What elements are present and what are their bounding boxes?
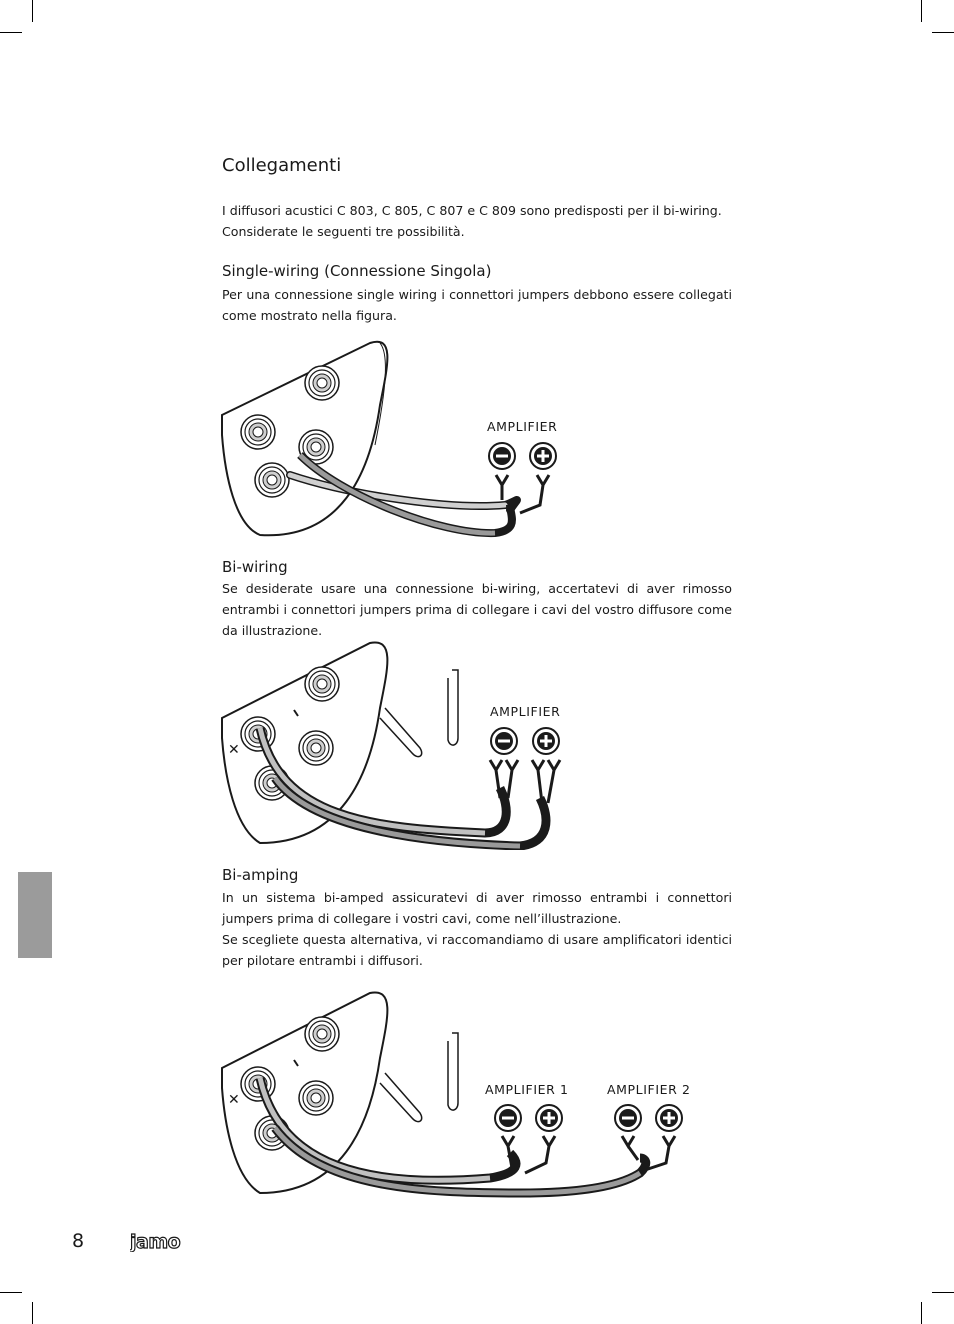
plus-mark: ✕ — [228, 1092, 240, 1108]
intro-text: I diffusori acustici C 803, C 805, C 807 e C 809 sono predisposti per il bi-wiring. Considerate le seguenti tre possibilità. — [222, 203, 722, 239]
bi-amping-diagram — [220, 988, 710, 1200]
crop-mark — [932, 1292, 954, 1293]
single-wiring-diagram — [220, 335, 580, 550]
section-tab — [18, 872, 52, 958]
section-body-bi-wiring: Se desiderate usare una connessione bi-wiring, accertatevi di aver rimosso entrambi i connettori jumpers prima di collegare i cavi del vostro diffusore come da illustrazione. — [222, 581, 732, 638]
plus-terminal-icon — [536, 1105, 562, 1131]
amplifier-2-label: AMPLIFIER 2 — [607, 1082, 691, 1097]
crop-mark — [921, 1302, 922, 1324]
terminal-icon — [299, 1081, 333, 1115]
crop-mark — [32, 1302, 33, 1324]
amplifier-1-label: AMPLIFIER 1 — [485, 1082, 569, 1097]
plus-terminal-icon — [533, 728, 559, 754]
section-body-bi-amping-2: Se scegliete questa alternativa, vi raccomandiamo di usare amplificatori identici per pilotare entrambi i diffusori. — [222, 932, 732, 968]
section-body-single-wiring: Per una connessione single wiring i connettori jumpers debbono essere collegati come mostrato nella figura. — [222, 287, 732, 323]
crop-mark — [0, 32, 22, 33]
terminal-icon — [255, 463, 289, 497]
jamo-logo-icon — [130, 1232, 210, 1252]
terminal-icon — [305, 366, 339, 400]
page-number: 8 — [72, 1230, 85, 1252]
crop-mark — [0, 1292, 22, 1293]
crop-mark — [932, 32, 954, 33]
plus-terminal-icon — [530, 443, 556, 469]
section-body-bi-amping: In un sistema bi-amped assicuratevi di aver rimosso entrambi i connettori jumpers prima di collegare i vostri cavi, come nell’illustrazione. — [222, 890, 732, 926]
svg-text:jamo: jamo — [130, 1232, 181, 1252]
bi-wiring-diagram — [220, 638, 580, 850]
jumper-icon — [448, 670, 458, 745]
jumper-icon — [380, 708, 422, 757]
jumper-icon — [380, 1073, 422, 1122]
terminal-icon — [305, 667, 339, 701]
page-title: Collegamenti — [222, 155, 342, 176]
section-title-bi-amping: Bi-amping — [222, 866, 299, 884]
section-title-bi-wiring: Bi-wiring — [222, 558, 288, 576]
terminal-icon — [241, 415, 275, 449]
crop-mark — [32, 0, 33, 22]
minus-terminal-icon — [615, 1105, 641, 1131]
plus-mark: ✕ — [228, 742, 240, 758]
plus-terminal-icon — [656, 1105, 682, 1131]
amplifier-label: AMPLIFIER — [487, 419, 558, 434]
terminal-icon — [299, 731, 333, 765]
jumper-icon — [448, 1033, 458, 1110]
crop-mark — [921, 0, 922, 22]
minus-terminal-icon — [495, 1105, 521, 1131]
minus-terminal-icon — [489, 443, 515, 469]
minus-terminal-icon — [491, 728, 517, 754]
terminal-icon — [305, 1017, 339, 1051]
jamo-logo — [130, 1232, 210, 1256]
section-title-single-wiring: Single-wiring (Connessione Singola) — [222, 262, 492, 280]
amplifier-label: AMPLIFIER — [490, 704, 561, 719]
